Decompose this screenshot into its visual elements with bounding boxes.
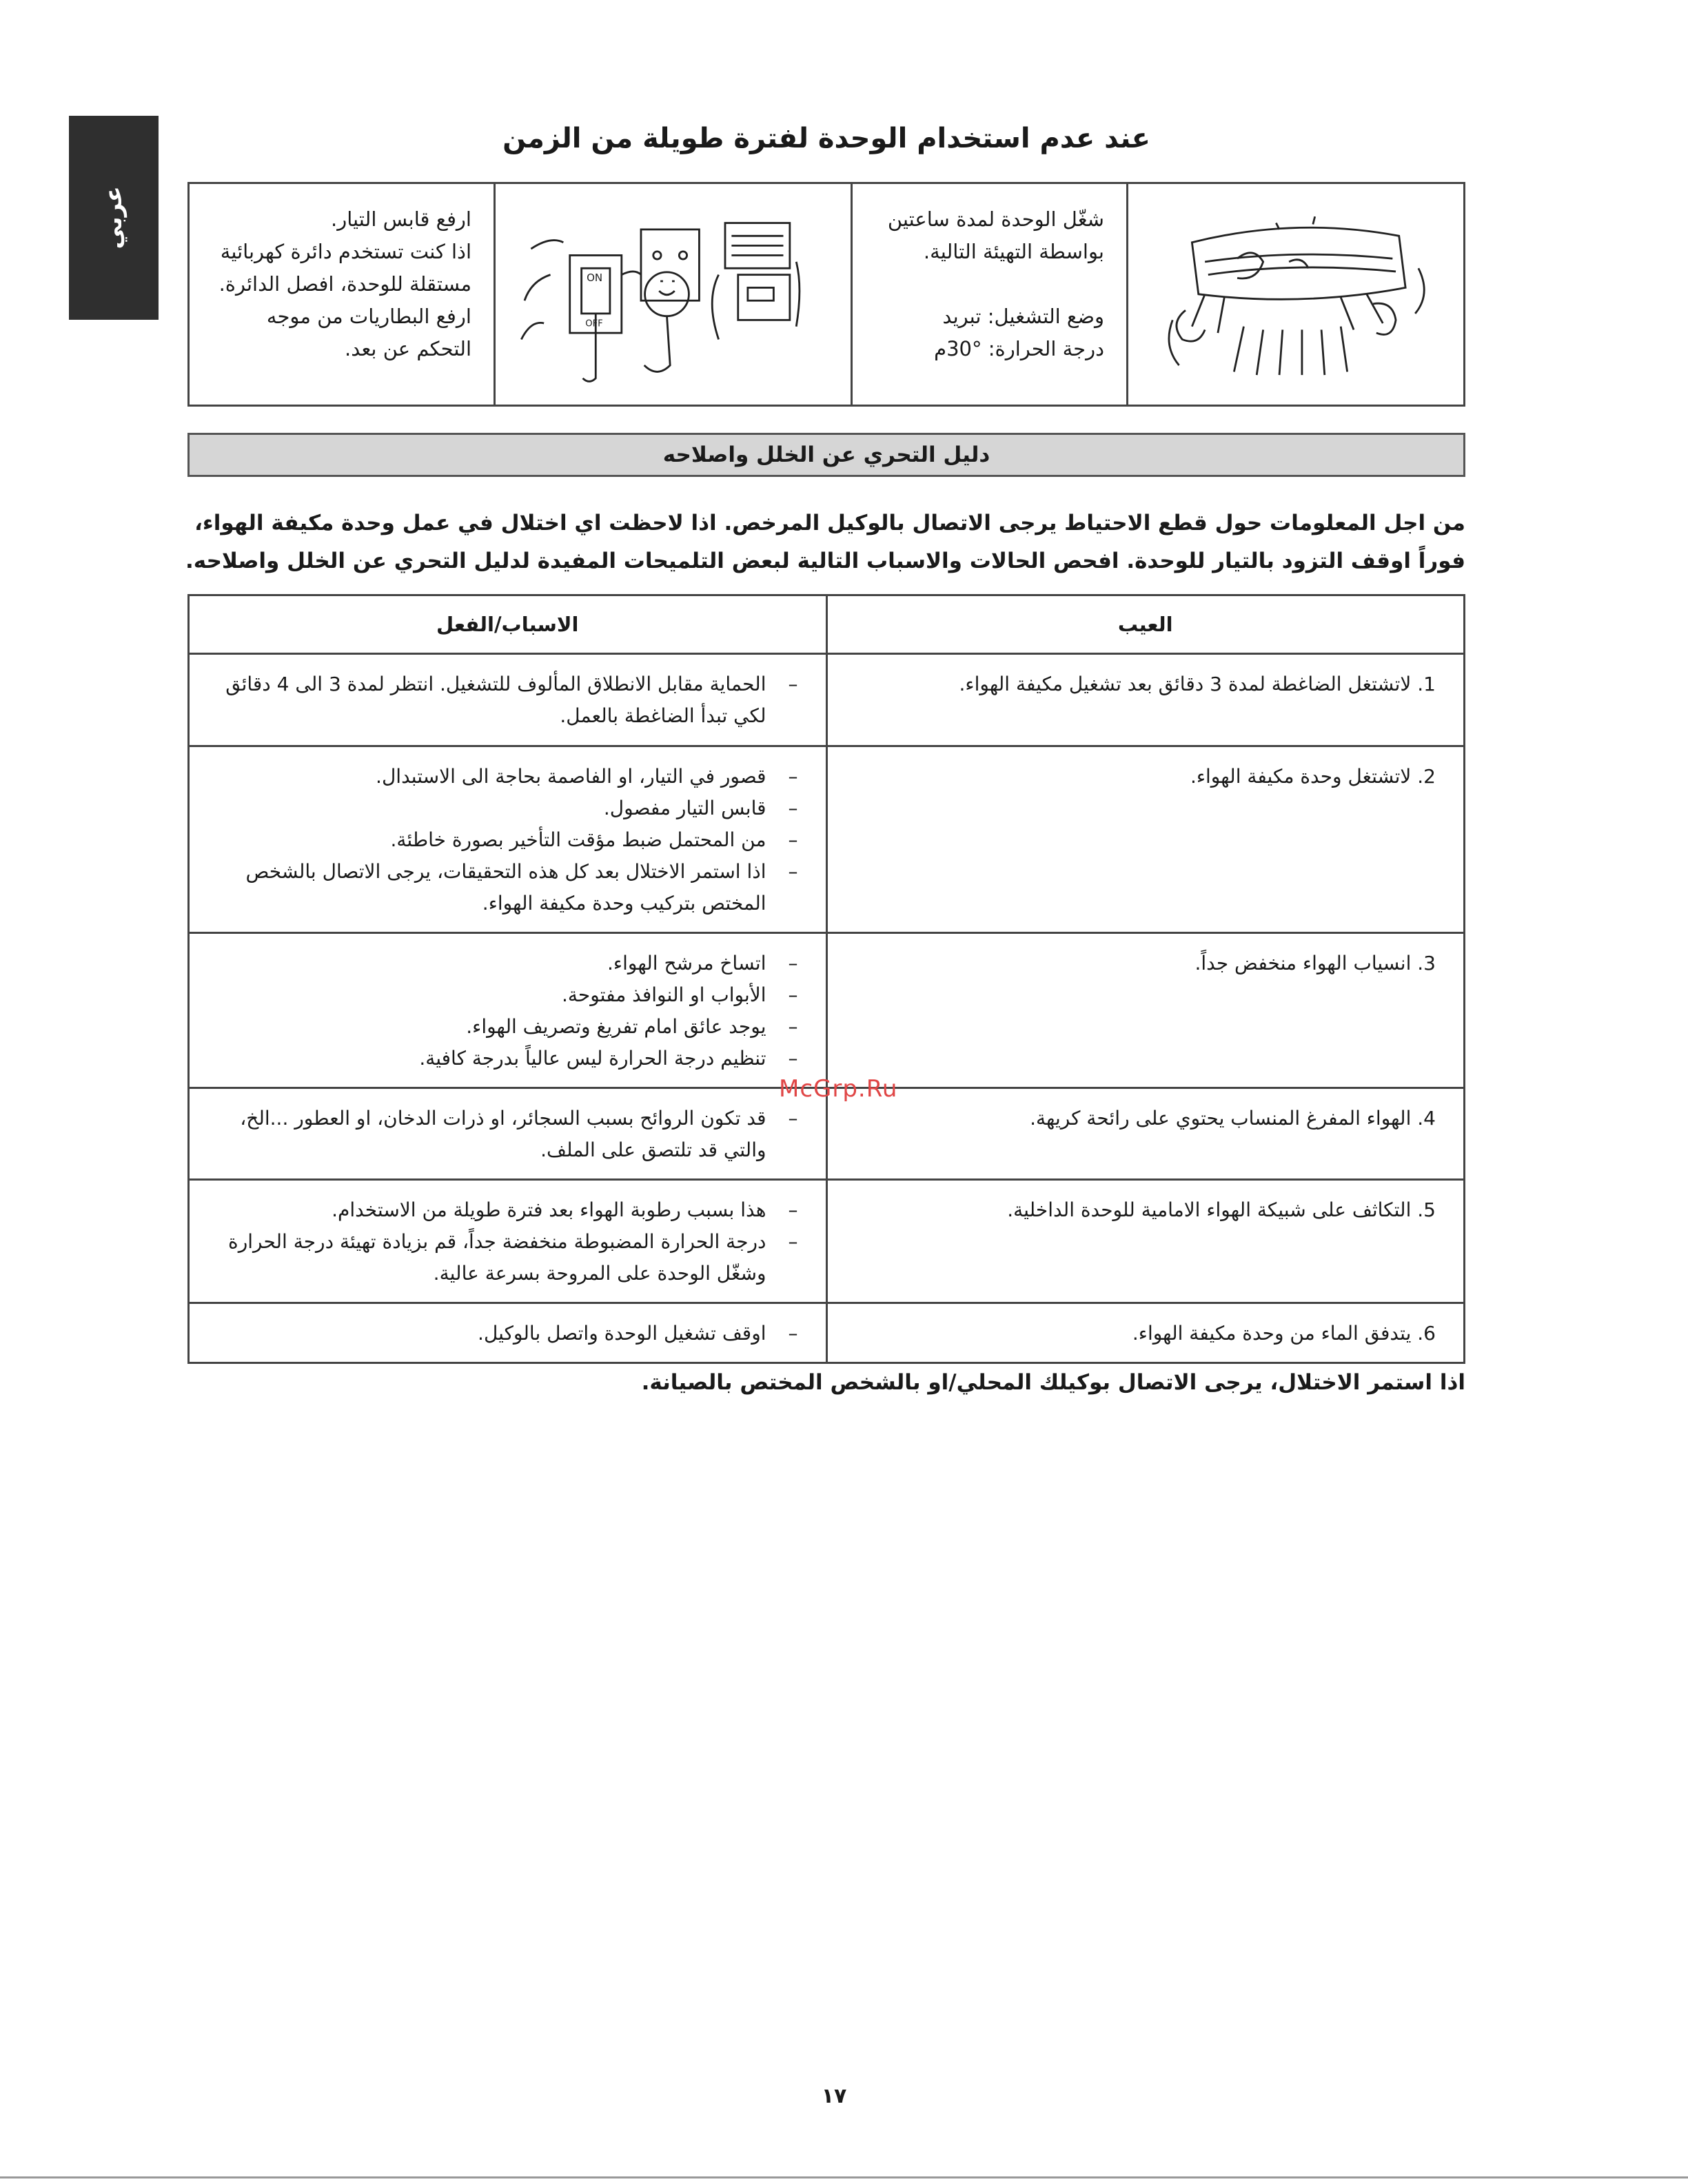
disconnect-line-2: اذا كنت تستخدم دائرة كهربائية (220, 240, 471, 263)
disconnect-line-1: ارفع قابس التيار. (331, 207, 471, 231)
cause-item: – اذا استمر الاختلال بعد كل هذه التحقيقات، يرجى الاتصال بالشخص المختص بتركيب وحدة مكيفة الهواء. (213, 856, 798, 919)
troubleshooting-intro: من اجل المعلومات حول قطع الاحتياط يرجى الاتصال بالوكيل المرخص. اذا لاحظت اي اختلال في عمل وحدة مكيفة الهواء، فوراً اوقف التزود بالتيار للوحدة. افحص الحالات والاسباب التالية لبعض التلميحات المفيدة لدليل التحري عن الخلل واصلاحه. (185, 511, 1465, 573)
switch-off-label: OFF (584, 318, 603, 329)
ac-unit-illustration (1128, 184, 1463, 405)
cause-item: – يوجد عائق امام تفريغ وتصريف الهواء. (213, 1011, 798, 1043)
cause-item: – تنظيم درجة الحرارة ليس عالياً بدرجة كافية. (213, 1043, 798, 1074)
cause-item: – اوقف تشغيل الوحدة واتصل بالوكيل. (213, 1318, 798, 1349)
cause-cell (189, 654, 827, 746)
table-row (189, 1180, 1465, 1303)
troubleshooting-table (187, 594, 1465, 1364)
cause-item: – من المحتمل ضبط مؤقت التأخير بصورة خاطئة. (213, 824, 798, 856)
cause-cell (189, 933, 827, 1088)
language-tab-label: عربي (100, 186, 128, 249)
cause-item: – الأبواب او النوافذ مفتوحة. (213, 979, 798, 1011)
fault-cell: 6. يتدفق الماء من وحدة مكيفة الهواء. (826, 1303, 1465, 1363)
fault-cell: 5. التكاثف على شبيكة الهواء الامامية للوحدة الداخلية. (826, 1180, 1465, 1303)
table-row (189, 654, 1465, 746)
table-header-row (189, 595, 1465, 654)
cause-item: – قصور في التيار، او الفاصمة بحاجة الى الاستبدال. (213, 761, 798, 793)
run-line-1: شغّل الوحدة لمدة ساعتين (887, 207, 1104, 231)
cause-item: – قابس التيار مفصول. (213, 793, 798, 824)
storage-instructions-box (187, 182, 1465, 407)
watermark: McGrp.Ru (779, 1075, 898, 1103)
language-tab (69, 116, 159, 320)
table-row (189, 933, 1465, 1088)
disconnect-line-5: التحكم عن بعد. (345, 337, 471, 360)
disconnect-instructions (190, 184, 496, 405)
cause-cell (189, 1180, 827, 1303)
run-line-spacer (866, 268, 1104, 300)
run-unit-instructions (853, 184, 1128, 405)
bottom-divider (0, 2176, 1688, 2178)
table-row (189, 746, 1465, 933)
switch-on-label: ON (586, 272, 602, 285)
table-row (189, 1303, 1465, 1363)
run-temp-line: درجة الحرارة: °30م (934, 337, 1104, 360)
fault-cell: 1. لاتشتغل الضاغطة لمدة 3 دقائق بعد تشغيل مكيفة الهواء. (826, 654, 1465, 746)
fault-cell: 2. لاتشتغل وحدة مكيفة الهواء. (826, 746, 1465, 933)
fault-cell: 4. الهواء المفرغ المنساب يحتوي على رائحة كريهة. (826, 1088, 1465, 1180)
cause-item: – هذا بسبب رطوبة الهواء بعد فترة طويلة من الاستخدام. (213, 1194, 798, 1226)
cause-cell (189, 746, 827, 933)
header-fault: العيب (826, 595, 1465, 654)
cause-cell (189, 1303, 827, 1363)
cause-item: – اتساخ مرشح الهواء. (213, 948, 798, 979)
cause-item: – قد تكون الروائح بسبب السجائر، او ذرات الدخان، او العطور ...الخ، والتي قد تلتصق على الملف. (213, 1103, 798, 1166)
header-cause: الاسباب/الفعل (189, 595, 827, 654)
plug-remote-illustration (496, 184, 853, 405)
page-number: ١٧ (821, 2084, 847, 2108)
plug-remote-drawing (510, 197, 837, 391)
closing-note: اذا استمر الاختلال، يرجى الاتصال بوكيلك المحلي/او بالشخص المختص بالصيانة. (641, 1370, 1465, 1395)
disconnect-line-3: مستقلة للوحدة، افصل الدائرة. (218, 272, 471, 296)
run-line-2: بواسطة التهيئة التالية. (923, 240, 1104, 263)
cause-item: – درجة الحرارة المضبوطة منخفضة جداً، قم بزيادة تهيئة درجة الحرارة وشغّل الوحدة على المروحة بسرعة عالية. (213, 1226, 798, 1289)
run-mode-line: وضع التشغيل: تبريد (942, 305, 1104, 328)
cause-cell (189, 1088, 827, 1180)
ac-unit-drawing (1141, 197, 1450, 391)
cause-item: – الحماية مقابل الانطلاق المألوف للتشغيل. انتظر لمدة 3 الى 4 دقائق لكي تبدأ الضاغطة بالعمل. (213, 669, 798, 732)
page-title: عند عدم استخدام الوحدة لفترة طويلة من الزمن (502, 123, 1150, 154)
troubleshooting-title: دليل التحري عن الخلل واصلاحه (187, 433, 1465, 477)
fault-cell: 3. انسياب الهواء منخفض جداً. (826, 933, 1465, 1088)
disconnect-line-4: ارفع البطاريات من موجه (266, 305, 471, 328)
